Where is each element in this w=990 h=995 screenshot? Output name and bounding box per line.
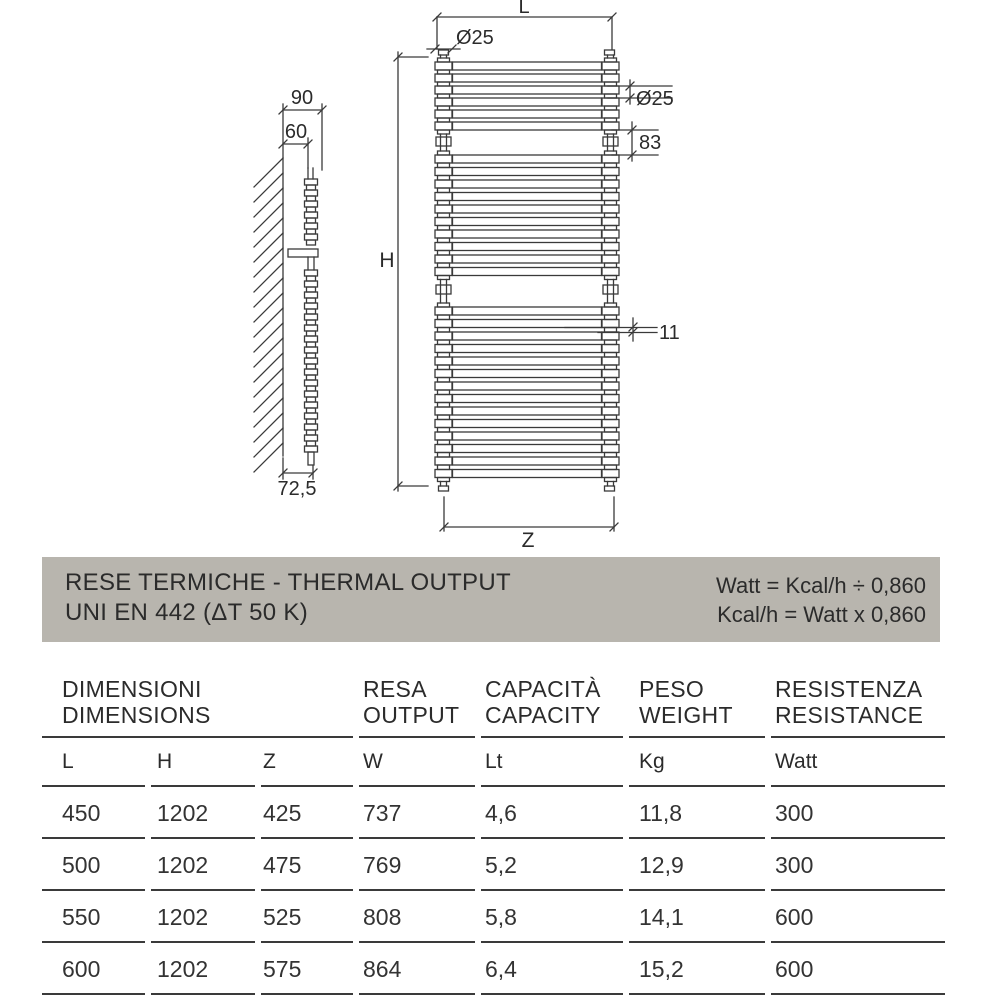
banner-title-line2: UNI EN 442 (ΔT 50 K) [65, 599, 308, 626]
cell-Watt: 300 [771, 839, 945, 891]
unit-header-Z: Z [261, 738, 353, 787]
cell-Watt: 600 [771, 943, 945, 995]
col-group-weight-it: PESO [639, 676, 705, 702]
cell-Kg: 11,8 [629, 787, 765, 839]
cell-Lt: 5,2 [481, 839, 623, 891]
cell-Z: 525 [261, 891, 353, 943]
thermal-output-banner [42, 557, 940, 642]
dim-label-H: H [379, 249, 395, 272]
cell-W: 808 [359, 891, 475, 943]
unit-header-W: W [359, 738, 475, 787]
cell-Watt: 300 [771, 787, 945, 839]
spec-table [36, 668, 951, 995]
col-group-capacity-en: CAPACITY [485, 702, 601, 728]
dim-label-11: 11 [659, 322, 680, 344]
col-group-output-en: OUTPUT [363, 702, 460, 728]
wall-bracket [288, 249, 318, 257]
cell-L: 600 [42, 943, 145, 995]
dim-label-83: 83 [639, 132, 662, 154]
cell-Lt: 4,6 [481, 787, 623, 839]
dim-label-L: L [518, 0, 530, 18]
spec-row [42, 891, 945, 943]
banner-formula-line2: Kcal/h = Watt x 0,860 [717, 602, 926, 627]
banner-title-line1: RESE TERMICHE - THERMAL OUTPUT [65, 569, 511, 596]
unit-header-H: H [151, 738, 255, 787]
unit-header-row [42, 738, 945, 787]
col-group-resistance-it: RESISTENZA [775, 676, 923, 702]
cell-Lt: 5,8 [481, 891, 623, 943]
cell-L: 550 [42, 891, 145, 943]
horizontal-tubes [453, 62, 602, 478]
cell-Z: 475 [261, 839, 353, 891]
cell-L: 500 [42, 839, 145, 891]
cell-Z: 575 [261, 943, 353, 995]
spec-row [42, 839, 945, 891]
cell-Kg: 14,1 [629, 891, 765, 943]
spec-row [42, 787, 945, 839]
col-group-weight [629, 668, 765, 738]
unit-header-Lt: Lt [481, 738, 623, 787]
side-radiator-profile [305, 179, 318, 452]
col-group-output-it: RESA [363, 676, 427, 702]
collector-columns [435, 50, 619, 491]
dim-label-72-5: 72,5 [277, 478, 317, 500]
col-group-dimensions [42, 668, 353, 738]
cell-Kg: 12,9 [629, 839, 765, 891]
spec-row [42, 943, 945, 995]
unit-header-Kg: Kg [629, 738, 765, 787]
unit-header-Watt: Watt [771, 738, 945, 787]
cell-L: 450 [42, 787, 145, 839]
dim-label-Z: Z [521, 529, 535, 552]
col-group-capacity [481, 668, 623, 738]
cell-Z: 425 [261, 787, 353, 839]
cell-W: 769 [359, 839, 475, 891]
wall-hatching [254, 158, 283, 472]
group-header-row [42, 668, 945, 738]
cell-H: 1202 [151, 839, 255, 891]
dim-label-tube-diameter: Ø25 [636, 88, 674, 110]
banner-title [65, 568, 511, 642]
col-group-weight-en: WEIGHT [639, 702, 733, 728]
cell-H: 1202 [151, 943, 255, 995]
col-group-dimensions-en: DIMENSIONS [62, 702, 211, 728]
dim-label-60: 60 [284, 121, 308, 143]
col-group-capacity-it: CAPACITÀ [485, 676, 601, 702]
banner-formulas [716, 568, 926, 642]
cell-W: 737 [359, 787, 475, 839]
cell-W: 864 [359, 943, 475, 995]
col-group-resistance-en: RESISTANCE [775, 702, 924, 728]
cell-H: 1202 [151, 891, 255, 943]
dim-label-collector-diameter: Ø25 [456, 27, 494, 49]
cell-Lt: 6,4 [481, 943, 623, 995]
col-group-dimensions-it: DIMENSIONI [62, 676, 202, 702]
col-group-resistance [771, 668, 945, 738]
col-group-output [359, 668, 475, 738]
unit-header-L: L [42, 738, 145, 787]
cell-H: 1202 [151, 787, 255, 839]
banner-formula-line1: Watt = Kcal/h ÷ 0,860 [716, 573, 926, 598]
front-view [394, 13, 672, 531]
dim-label-90: 90 [290, 87, 314, 109]
cell-Watt: 600 [771, 891, 945, 943]
side-view [254, 104, 326, 479]
cell-Kg: 15,2 [629, 943, 765, 995]
